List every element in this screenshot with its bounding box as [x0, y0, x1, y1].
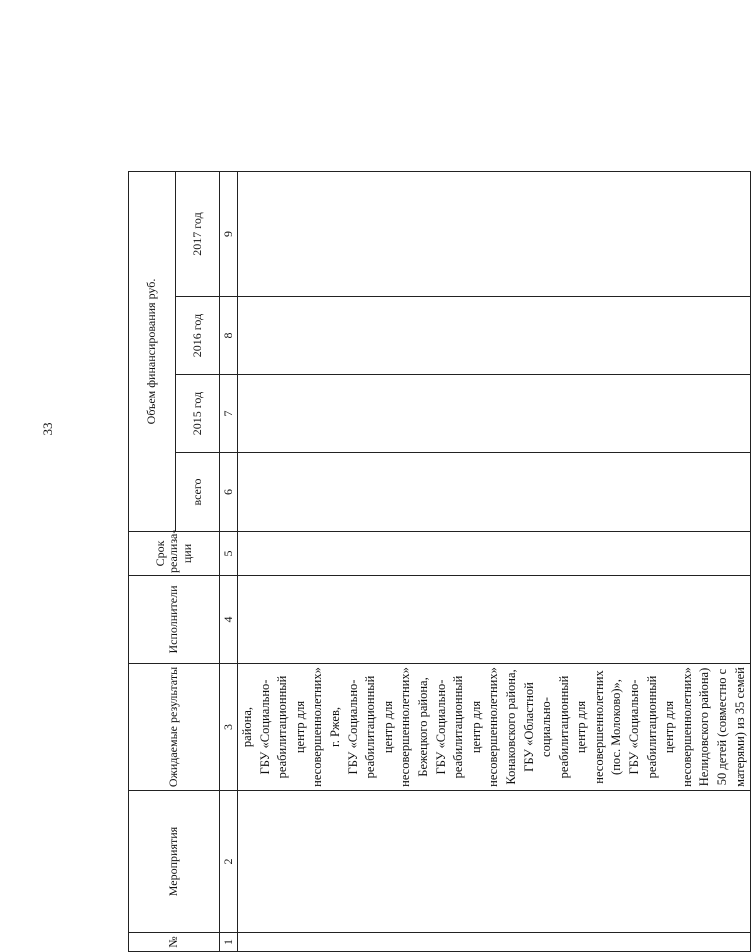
result-line: ГБУ «Областной — [521, 682, 536, 772]
result-line: ГБУ «Социально- — [345, 679, 360, 775]
y2015-cell — [238, 375, 751, 453]
col-number-cell: 8 — [220, 297, 238, 375]
col-number-cell: 1 — [220, 933, 238, 952]
result-line: реабилитационный — [451, 675, 466, 779]
result-line: центр для — [468, 700, 483, 754]
result-line: ГБУ «Социально- — [627, 679, 642, 775]
col-number-cell: 6 — [220, 453, 238, 532]
y2017-cell — [238, 171, 751, 296]
rotated-table-sheet — [128, 172, 747, 952]
col-number-cell: 3 — [220, 664, 238, 791]
result-line: реабилитационный — [644, 675, 659, 779]
result-line: несовершеннолетних — [591, 670, 606, 784]
col-number-cell: 9 — [220, 171, 238, 296]
result-line: несовершеннолетних» — [310, 667, 325, 787]
column-number-row — [220, 171, 238, 951]
result-line: центр для — [292, 700, 307, 754]
header-total: всего — [176, 453, 220, 532]
result-line: реабилитационный — [363, 675, 378, 779]
result-lines — [239, 666, 749, 788]
header-results: Ожидаемые результаты — [129, 664, 220, 791]
result-line: матерями) из 35 семей — [732, 667, 747, 787]
result-line: Нелидовского района) — [697, 667, 712, 787]
financing-table — [128, 171, 751, 952]
header-2016: 2016 год — [176, 297, 220, 375]
result-line: несовершеннолетних» — [398, 667, 413, 787]
result-line: центр для — [380, 700, 395, 754]
header-measures: Мероприятия — [129, 791, 220, 933]
result-line: несовершеннолетних» — [486, 667, 501, 787]
result-line: ГБУ «Социально- — [257, 679, 272, 775]
result-line: 50 детей (совместно с — [715, 668, 730, 786]
result-line: реабилитационный — [556, 675, 571, 779]
table-row — [238, 171, 751, 951]
page-number: 33 — [40, 422, 55, 436]
header-term: Срок реализа-ции — [129, 532, 220, 576]
col-number-cell: 2 — [220, 791, 238, 933]
result-line: социально- — [539, 697, 554, 757]
measures-cell — [238, 791, 751, 933]
executors-cell — [238, 576, 751, 664]
header-num: № — [129, 933, 220, 952]
col-number-cell: 7 — [220, 375, 238, 453]
header-2017: 2017 год — [176, 171, 220, 296]
result-line: ГБУ «Социально- — [433, 679, 448, 775]
result-line: несовершеннолетних» — [679, 667, 694, 787]
total-cell — [238, 453, 751, 532]
result-line: центр для — [662, 700, 677, 754]
header-executors: Исполнители — [129, 576, 220, 664]
header-financing: Объем финансирования руб. — [129, 171, 176, 531]
col-number-cell: 4 — [220, 576, 238, 664]
col-number-cell: 5 — [220, 532, 238, 576]
result-line: центр для — [574, 700, 589, 754]
y2016-cell — [238, 297, 751, 375]
results-cell — [238, 664, 751, 791]
result-line: (пос. Молоково)», — [609, 679, 624, 775]
result-line: г. Ржев, — [327, 707, 342, 747]
result-line: района, — [240, 706, 254, 748]
result-line: Конаковского района, — [503, 669, 518, 785]
term-cell — [238, 532, 751, 576]
num-cell — [238, 933, 751, 952]
header-2015: 2015 год — [176, 375, 220, 453]
result-line: Бежецкого района, — [415, 677, 430, 777]
result-line: реабилитационный — [275, 675, 290, 779]
